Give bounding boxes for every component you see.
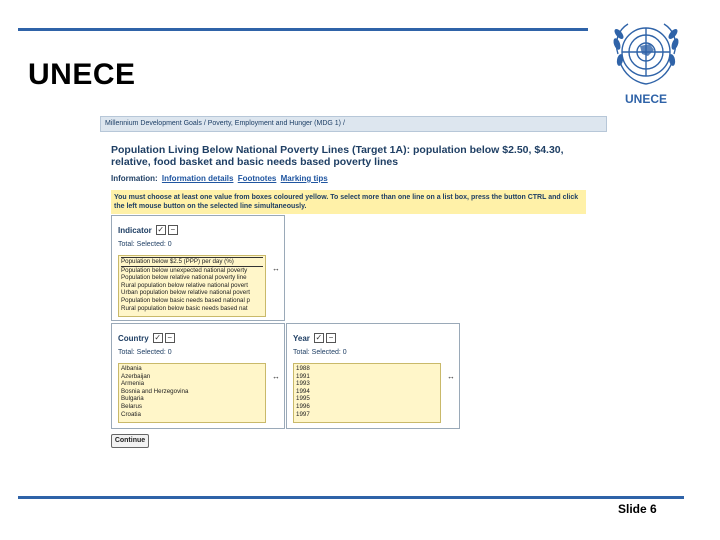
indicator-listbox[interactable] <box>118 255 266 317</box>
year-listbox[interactable] <box>293 363 441 423</box>
list-item[interactable]: 1996 <box>296 402 310 410</box>
resize-arrow-icon[interactable]: ↔ <box>447 372 455 381</box>
list-item[interactable]: Rural population below basic needs based nat <box>121 304 248 312</box>
list-item[interactable]: 1991 <box>296 372 310 380</box>
embedded-screenshot <box>100 116 608 456</box>
country-count: Total: Selected: 0 <box>118 349 172 356</box>
check-all-icon[interactable]: ✓ <box>315 333 323 342</box>
list-item[interactable]: 1988 <box>296 365 310 372</box>
country-panel <box>111 323 285 429</box>
list-item[interactable]: Population below unexpected national poverty <box>121 266 248 274</box>
slide-number: Slide 6 <box>618 502 657 516</box>
clear-all-icon[interactable]: − <box>326 333 336 343</box>
list-item[interactable]: Croatia <box>121 410 141 418</box>
list-item[interactable]: Belarus <box>121 402 142 410</box>
slide-title: UNECE <box>28 58 136 91</box>
information-links <box>111 174 328 183</box>
indicator-panel-header <box>118 225 178 235</box>
list-item[interactable]: Urban population below relative national povert <box>121 289 250 297</box>
indicator-title: Indicator <box>118 225 152 235</box>
information-details-link[interactable]: Information details <box>161 174 234 183</box>
year-panel-header <box>293 333 336 343</box>
list-item[interactable]: Population below basic needs based national p <box>121 296 251 304</box>
check-all-icon[interactable]: ✓ <box>154 333 162 342</box>
page-heading: Population Living Below National Poverty Lines (Target 1A): population below $2.50, $4.30, relative, food basket and basic needs based poverty lines <box>111 144 564 168</box>
list-item[interactable]: Rural population below relative national povert <box>121 281 248 289</box>
un-emblem-icon <box>604 14 688 92</box>
bottom-divider <box>18 496 684 499</box>
country-panel-header <box>118 333 175 343</box>
country-title: Country <box>118 333 149 343</box>
un-logo <box>604 14 688 106</box>
year-count: Total: Selected: 0 <box>293 349 347 356</box>
country-listbox[interactable] <box>118 363 266 423</box>
indicator-count: Total: Selected: 0 <box>118 241 172 248</box>
resize-arrow-icon[interactable]: ↔ <box>272 264 280 273</box>
information-label: Information: <box>111 174 158 183</box>
list-item[interactable]: Bulgaria <box>121 395 144 403</box>
list-item[interactable]: Population below relative national poverty line <box>121 274 247 282</box>
year-title: Year <box>293 333 310 343</box>
logo-text: UNECE <box>624 92 667 106</box>
year-panel <box>286 323 460 429</box>
list-item[interactable]: Bosnia and Herzegovina <box>121 387 189 395</box>
list-item[interactable]: 1997 <box>296 410 310 418</box>
list-item[interactable]: Population below $2.5 (PPP) per day (%) <box>121 257 263 267</box>
footnotes-link[interactable]: Footnotes <box>237 174 277 183</box>
list-item[interactable]: 1993 <box>296 380 310 388</box>
resize-arrow-icon[interactable]: ↔ <box>272 372 280 381</box>
selection-notice: You must choose at least one value from boxes coloured yellow. To select more than one line on a list box, press the button CTRL and click the left mouse button on the selected line simultaneously. <box>111 190 586 214</box>
indicator-panel <box>111 215 285 321</box>
continue-button[interactable]: Continue <box>111 434 149 448</box>
clear-all-icon[interactable]: − <box>168 225 178 235</box>
check-all-icon[interactable]: ✓ <box>157 225 165 234</box>
list-item[interactable]: 1994 <box>296 387 310 395</box>
clear-all-icon[interactable]: − <box>165 333 175 343</box>
marking-tips-link[interactable]: Marking tips <box>280 174 328 183</box>
list-item[interactable]: Azerbaijan <box>121 372 151 380</box>
breadcrumb[interactable]: Millennium Development Goals / Poverty, Employment and Hunger (MDG 1) / <box>100 116 607 132</box>
list-item[interactable]: 1995 <box>296 395 310 403</box>
list-item[interactable]: Albania <box>121 365 142 372</box>
top-divider <box>18 28 588 31</box>
list-item[interactable]: Armenia <box>121 380 145 388</box>
